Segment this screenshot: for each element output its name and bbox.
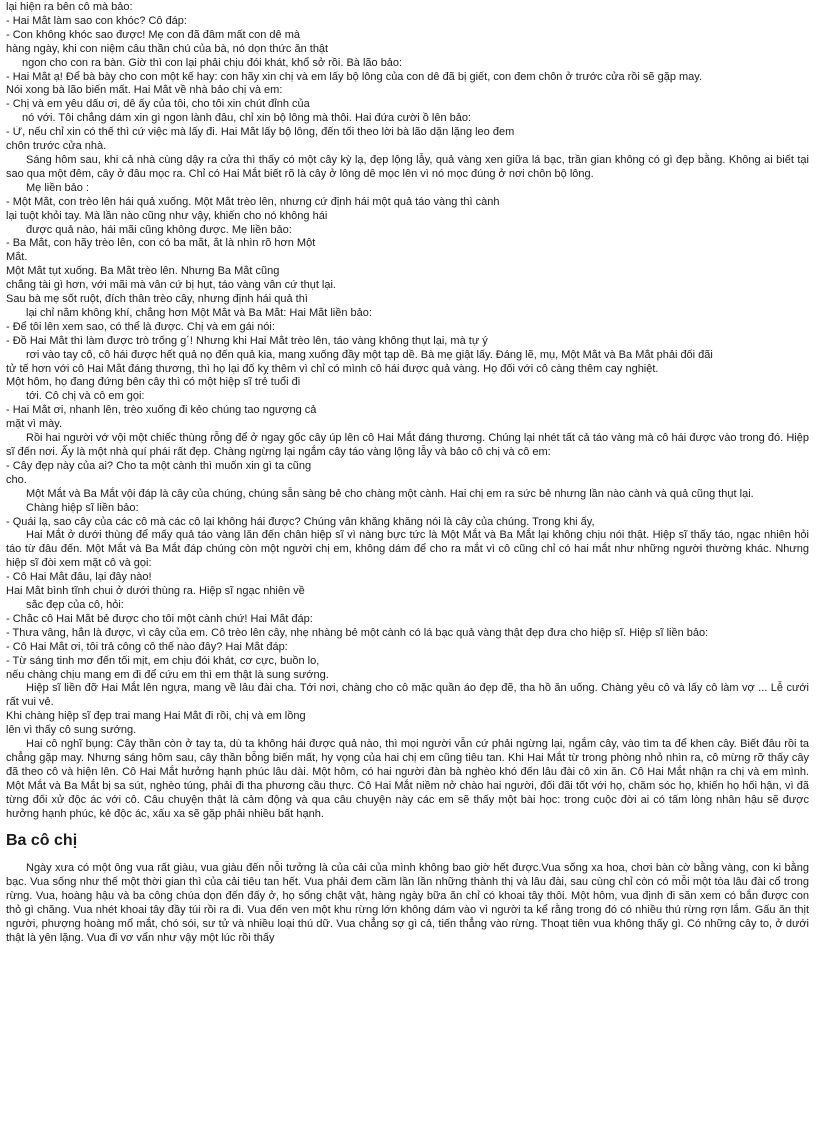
- text-line: - Một Mắt, con trèo lên hái quả xuống. Một Mắt trèo lên, nhưng cứ định hái một quả táo vàng thì cành: [6, 195, 500, 208]
- story-hai-mat: [6, 1, 809, 821]
- text-line: - Cô Hai Mắt đâu, lại đây nào!: [6, 571, 152, 584]
- paragraph: Rồi hai người vớ vội một chiếc thùng rỗng để ở ngay gốc cây úp lên cô Hai Mắt đáng thương. Chúng lại nhét tất cả táo vàng mà cô hái được vào trong đó. Hiệp sĩ đến nơi. Ấy là một nhà quí phái rất đẹp. Chàng ngừng lại ngắm cây táo vàng lộng lẫy và bảo cô chị và cô em:: [6, 432, 809, 458]
- text-line: nếu chàng chịu mang em đi để cứu em thì em thật là sung sướng.: [6, 668, 329, 681]
- text-line: - Hai Mắt làm sao con khóc? Cô đáp:: [6, 14, 187, 27]
- text-line: Khi chàng hiệp sĩ đẹp trai mang Hai Mắt đi rồi, chị và em lồng: [6, 710, 306, 723]
- text-line: được quả nào, hái mãi cũng không được. Mẹ liền bảo:: [26, 223, 292, 236]
- text-line: Một hôm, họ đang đứng bên cây thì có một hiệp sĩ trẻ tuổi đi: [6, 376, 301, 389]
- text-line: tử tế hơn với cô Hai Mắt đáng thương, thì họ lại đố kỵ thêm vì chỉ có mình cô hái được quả vàng. Họ đối với cô càng thêm cay nghiệt.: [6, 362, 659, 375]
- text-line: mặt vì mày.: [6, 418, 63, 431]
- text-line: lại hiện ra bên cô mà bảo:: [6, 1, 133, 13]
- paragraph: Hai cô nghĩ bụng: Cây thần còn ở tay ta, dù ta không hái được quả nào, thì mọi người vẫn cứ phải ngừng lại, ngắm cây, vào tìm ta để khen cây. Biết đâu rồi ta chẳng gặp may. Nhưng sáng hôm sau, cây thần bỗng biến mất, hy vọng của hai chị em cũng tiêu tan. Khi Hai Mắt từ trong phòng nhỏ nhìn ra, cô mừng rỡ thấy cây đã theo cô và hiện lên. Cô Hai Mắt hưởng hạnh phúc lâu dài. Một hôm, có hai người đàn bà nghèo khó đến lâu đài cô xin ăn. Cô Hai Mắt nhận ra chị và em mình. Một Mắt và Ba Mắt bị sa sút, nghèo túng, phải đi tha phương cầu thực. Cô Hai Mắt niềm nở chào hai người, đối đãi tốt với họ, chăm sóc họ, khiến họ hối hận, vì đã từng đối xử độc ác với cô. Câu chuyện thật là cảm động và qua câu chuyện này các em sẽ thấy một bài học: trong cuộc đời ai có tấm lòng nhân hậu sẽ được hưởng hạnh phúc, kẻ độc ác, xấu xa sẽ gặp phải nhiều bất hạnh.: [6, 738, 809, 820]
- text-line: - Cây đẹp này của ai? Cho ta một cành thì muốn xin gì ta cũng: [6, 459, 312, 472]
- text-line: Hai Mắt bình tĩnh chui ở dưới thùng ra. Hiệp sĩ ngạc nhiên về: [6, 585, 305, 598]
- text-line: Mắt.: [6, 251, 28, 264]
- text-line: - Quái lạ, sao cây của các cô mà các cô lại không hái được? Chúng vẫn khăng khăng nói là cây của chúng. Trong khi ấy,: [6, 515, 595, 528]
- text-line: - Đồ Hai Mắt thì làm được trò trống g´! Nhưng khi Hai Mắt trèo lên, táo vàng không thụt lại, mà tự ý: [6, 334, 488, 347]
- section-heading: Ba cô chị: [6, 832, 78, 850]
- text-line: sắc đẹp của cô, hỏi:: [26, 598, 124, 611]
- paragraph: Hai Mắt ở dưới thùng để mấy quả táo vàng lăn đến chân hiệp sĩ vì nàng bực tức là Một Mắt và Ba Mắt lại không chịu nói thật. Hiệp sĩ thấy táo, ngạc nhiên hỏi táo từ đâu đến. Một Mắt và Ba Mắt đáp chúng còn một người chị em, không dám để cho ra mắt vì cô cũng chỉ có hai mắt như những người thường khác. Nhưng hiệp sĩ đòi xem mặt cô và gọi:: [6, 529, 809, 570]
- text-line: Nói xong bà lão biến mất. Hai Mắt về nhà bảo chị và em:: [6, 84, 283, 97]
- text-line: Một Mắt tụt xuống. Ba Mắt trèo lên. Nhưng Ba Mắt cũng: [6, 265, 280, 278]
- text-line: nó với. Tôi chẳng dám xin gì ngon lành đâu, chỉ xin bộ lông mà thôi. Hai đứa cười ồ lên bảo:: [22, 112, 472, 125]
- text-line: ngon cho con ra bàn. Giờ thì con lại phải chịu đói khát, khổ sở rồi. Bà lão bảo:: [22, 56, 403, 69]
- text-line: chôn trước cửa nhà.: [6, 140, 107, 153]
- story-ba-co-chi: [6, 831, 809, 945]
- paragraph: Hiệp sĩ liền đỡ Hai Mắt lên ngựa, mang về lâu đài cha. Tới nơi, chàng cho cô mặc quần áo đẹp đẽ, tha hồ ăn uống. Chàng yêu cô và lấy cô làm vợ ... Lễ cưới rất vui vẻ.: [6, 682, 809, 709]
- text-line: rơi vào tay cô, cô hái được hết quả nọ đến quả kia, mang xuống đầy một tạp dề. Bà mẹ giật lấy. Đáng lẽ, mụ, Một Mắt và Ba Mắt phải đối đãi: [26, 348, 713, 361]
- text-line: lại chỉ nắm không khí, chẳng hơn Một Mắt và Ba Mắt: Hai Mắt liền bảo:: [26, 306, 372, 319]
- text-line: - Cô Hai Mắt ơi, tôi trả công cô thế nào đây? Hai Mắt đáp:: [6, 640, 288, 653]
- text-line: - Để tôi lên xem sao, có thể là được. Chị và em gái nói:: [6, 320, 275, 333]
- text-line: lên vì thấy cô sung sướng.: [6, 724, 137, 737]
- text-line: - Con không khóc sao được! Mẹ con đã đâm mất con dê mà: [6, 28, 301, 41]
- text-line: - Hai Mắt ơi, nhanh lên, trèo xuống đi kẻo chúng tao ngượng cả: [6, 404, 317, 417]
- paragraph: Một Mắt và Ba Mắt vội đáp là cây của chúng, chúng sẵn sàng bẻ cho chàng một cành. Hai chị em ra sức bẻ nhưng lần nào cành và quả cũng thụt lại.: [26, 487, 754, 500]
- text-line: Sau bà mẹ sốt ruột, đích thân trèo cây, nhưng định hái quả thì: [6, 293, 308, 306]
- text-line: Chàng hiệp sĩ liền bảo:: [26, 501, 139, 514]
- paragraph: Sáng hôm sau, khi cả nhà cùng dậy ra cửa thì thấy có một cây kỳ lạ, đẹp lộng lẫy, quả vàng xen giữa lá bạc, trần gian không có gì đẹp bằng. Không ai biết tại sao qua một đêm, cây ở đâu mọc ra. Chỉ có Hai Mắt biết rõ là cây ở lông dê mọc lên vì nó mọc đúng ở nơi chôn bộ lông.: [6, 153, 809, 180]
- text-line: - Thưa vâng, hẳn là được, vì cây của em. Cô trèo lên cây, nhẹ nhàng bẻ một cành có lá bạc quả vàng thật đẹp đưa cho hiệp sĩ. Hiệp sĩ liền bảo:: [6, 626, 709, 639]
- text-line: - Ừ, nếu chỉ xin có thế thì cứ việc mà lấy đi. Hai Mắt lấy bộ lông, đến tối theo lời bà lão dặn lặng leo đem: [6, 126, 515, 139]
- text-line: hàng ngày, khi con niệm câu thần chú của bà, nó dọn thức ăn thật: [6, 42, 329, 55]
- text-line: - Từ sáng tinh mơ đến tối mịt, em chịu đói khát, cơ cực, buồn lo,: [6, 654, 320, 667]
- text-line: Mẹ liền bảo :: [26, 181, 89, 194]
- text-line: - Chắc cô Hai Mắt bẻ được cho tôi một cành chứ! Hai Mắt đáp:: [6, 612, 313, 625]
- text-line: tới. Cô chị và cô em gọi:: [26, 390, 145, 403]
- text-line: cho.: [6, 473, 27, 486]
- text-line: - Ba Mắt, con hãy trèo lên, con có ba mắt, ắt là nhìn rõ hơn Một: [6, 237, 316, 250]
- text-line: lại tuột khỏi tay. Mà lần nào cũng như vậy, khiến cho nó không hái: [6, 209, 328, 222]
- text-line: - Chị và em yêu dấu ơi, dê ấy của tôi, cho tôi xin chút đỉnh của: [6, 98, 310, 111]
- text-line: chẳng tài gì hơn, với mãi mà vẫn cứ bị hụt, táo vàng vẫn cứ thụt lại.: [6, 279, 336, 292]
- text-line: - Hai Mắt ạ! Để bà bày cho con một kế hay: con hãy xin chị và em lấy bộ lông của con dê đã bị giết, con đem chôn ở trước cửa rồi sẽ gặp may.: [6, 70, 703, 83]
- paragraph: Ngày xưa có một ông vua rất giàu, vua giàu đến nỗi tưởng là của cải của mình không bao giờ hết được.Vua sống xa hoa, chơi bàn cờ bằng vàng, con ki bằng bạc. Vua sống như thế một thời gian thì của cải tiêu tan hết. Vua phải đem cầm lần lần những thành thị và lâu đài, sau cùng chỉ còn có mỗi một tòa lâu đài cổ trong rừng. Vua, hoàng hậu và ba công chúa dọn đến đấy ở, họ sống chật vật, hàng ngày bữa ăn chỉ có khoai tây thôi. Một hôm, vua định đi săn xem có bắn được con thỏ gì chăng. Vua nhét khoai tây đầy túi rồi ra đi. Vua đến ven một khu rừng lớn không dám vào vì người ta kể rằng trong đó có nhiều thú rừng rợn lắm. Gấu ăn thịt người, phượng hoàng mổ mắt, chó sói, sư tử và nhiều loại thú dữ. Vua chẳng sợ gì cả, tiến thẳng vào rừng. Thoạt tiên vua không thấy gì. Có những cây to, ở dưới thật là yên lặng. Vua đi vơ vẩn như vậy một lúc rồi thấy: [6, 862, 809, 944]
